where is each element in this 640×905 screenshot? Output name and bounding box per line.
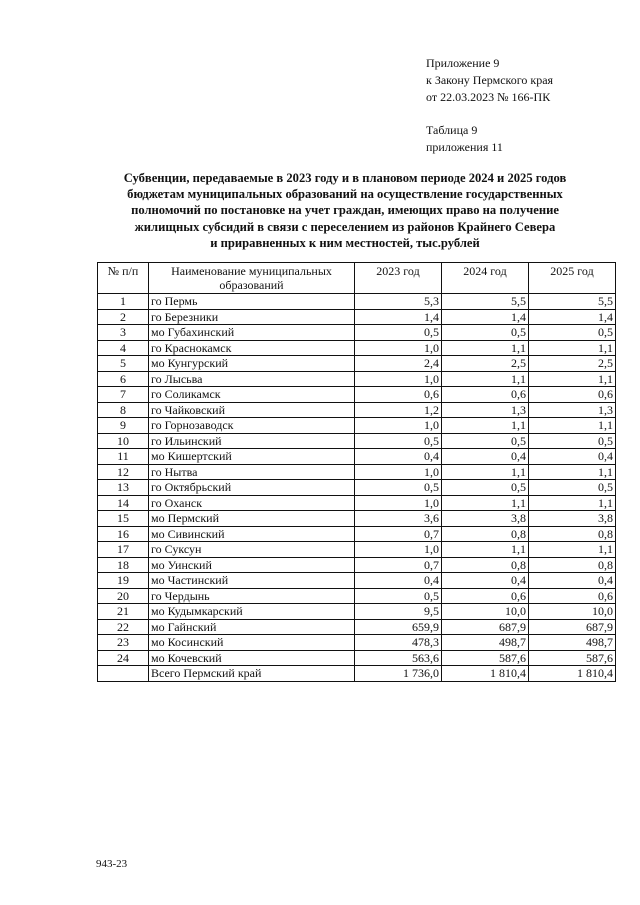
value-2025: 2,5 bbox=[529, 356, 616, 372]
municipality-name: го Оханск bbox=[149, 495, 355, 511]
municipality-name: Всего Пермский край bbox=[149, 666, 355, 682]
municipality-name: мо Сивинский bbox=[149, 526, 355, 542]
municipality-name: мо Кунгурский bbox=[149, 356, 355, 372]
row-number: 10 bbox=[98, 433, 149, 449]
table-row bbox=[98, 604, 616, 620]
value-2025: 1,1 bbox=[529, 464, 616, 480]
row-number: 21 bbox=[98, 604, 149, 620]
row-number: 2 bbox=[98, 309, 149, 325]
table-header-row bbox=[98, 263, 616, 294]
row-number: 14 bbox=[98, 495, 149, 511]
value-2025: 0,4 bbox=[529, 449, 616, 465]
value-2023: 0,5 bbox=[355, 433, 442, 449]
municipality-name: го Соликамск bbox=[149, 387, 355, 403]
value-2023: 1,4 bbox=[355, 309, 442, 325]
municipality-name: го Ильинский bbox=[149, 433, 355, 449]
value-2024: 1,1 bbox=[442, 418, 529, 434]
value-2023: 1 736,0 bbox=[355, 666, 442, 682]
municipality-name: го Октябрьский bbox=[149, 480, 355, 496]
table-row bbox=[98, 650, 616, 666]
value-2025: 1,1 bbox=[529, 340, 616, 356]
value-2023: 3,6 bbox=[355, 511, 442, 527]
header-municipality: Наименование муниципальных образований bbox=[149, 263, 355, 294]
value-2025: 0,5 bbox=[529, 480, 616, 496]
value-2024: 0,4 bbox=[442, 573, 529, 589]
value-2025: 687,9 bbox=[529, 619, 616, 635]
header-2023: 2023 год bbox=[355, 263, 442, 294]
row-number: 24 bbox=[98, 650, 149, 666]
municipality-name: мо Уинский bbox=[149, 557, 355, 573]
municipality-name: го Чердынь bbox=[149, 588, 355, 604]
value-2025: 10,0 bbox=[529, 604, 616, 620]
value-2024: 1,1 bbox=[442, 340, 529, 356]
value-2023: 478,3 bbox=[355, 635, 442, 651]
municipality-name: мо Гайнский bbox=[149, 619, 355, 635]
table-ref-line-1: Таблица 9 bbox=[426, 123, 478, 137]
table-row bbox=[98, 433, 616, 449]
row-number: 19 bbox=[98, 573, 149, 589]
row-number: 23 bbox=[98, 635, 149, 651]
row-number: 22 bbox=[98, 619, 149, 635]
table-row bbox=[98, 309, 616, 325]
value-2024: 0,6 bbox=[442, 588, 529, 604]
value-2025: 1,1 bbox=[529, 371, 616, 387]
appendix-line-1: Приложение 9 bbox=[426, 56, 500, 70]
value-2025: 1,1 bbox=[529, 542, 616, 558]
appendix-line-2: к Закону Пермского края bbox=[426, 73, 554, 87]
value-2023: 9,5 bbox=[355, 604, 442, 620]
value-2024: 0,6 bbox=[442, 387, 529, 403]
table-row bbox=[98, 371, 616, 387]
value-2023: 2,4 bbox=[355, 356, 442, 372]
municipality-name: го Краснокамск bbox=[149, 340, 355, 356]
table-row bbox=[98, 526, 616, 542]
row-number: 13 bbox=[98, 480, 149, 496]
value-2024: 5,5 bbox=[442, 294, 529, 310]
value-2023: 1,2 bbox=[355, 402, 442, 418]
value-2023: 5,3 bbox=[355, 294, 442, 310]
appendix-line-3: от 22.03.2023 № 166-ПК bbox=[426, 90, 551, 104]
value-2023: 659,9 bbox=[355, 619, 442, 635]
table-row bbox=[98, 557, 616, 573]
table-row bbox=[98, 573, 616, 589]
value-2025: 0,5 bbox=[529, 433, 616, 449]
value-2023: 1,0 bbox=[355, 418, 442, 434]
value-2024: 0,5 bbox=[442, 433, 529, 449]
municipality-name: го Нытва bbox=[149, 464, 355, 480]
municipality-name: мо Губахинский bbox=[149, 325, 355, 341]
row-number: 5 bbox=[98, 356, 149, 372]
value-2024: 0,8 bbox=[442, 557, 529, 573]
document-title bbox=[100, 170, 590, 251]
table-row bbox=[98, 340, 616, 356]
table-row bbox=[98, 325, 616, 341]
value-2024: 10,0 bbox=[442, 604, 529, 620]
value-2024: 0,5 bbox=[442, 480, 529, 496]
value-2024: 1,4 bbox=[442, 309, 529, 325]
row-number: 17 bbox=[98, 542, 149, 558]
value-2024: 0,8 bbox=[442, 526, 529, 542]
value-2025: 0,6 bbox=[529, 588, 616, 604]
value-2025: 1 810,4 bbox=[529, 666, 616, 682]
municipality-name: го Суксун bbox=[149, 542, 355, 558]
title-line-2: бюджетам муниципальных образований на осуществление государственных bbox=[127, 187, 563, 202]
municipality-name: мо Кишертский bbox=[149, 449, 355, 465]
table-row bbox=[98, 356, 616, 372]
table-row bbox=[98, 511, 616, 527]
value-2023: 563,6 bbox=[355, 650, 442, 666]
header-number: № п/п bbox=[98, 263, 149, 294]
row-number: 3 bbox=[98, 325, 149, 341]
value-2024: 587,6 bbox=[442, 650, 529, 666]
value-2023: 0,5 bbox=[355, 588, 442, 604]
row-number: 6 bbox=[98, 371, 149, 387]
value-2025: 498,7 bbox=[529, 635, 616, 651]
value-2025: 0,5 bbox=[529, 325, 616, 341]
value-2024: 0,5 bbox=[442, 325, 529, 341]
value-2025: 0,4 bbox=[529, 573, 616, 589]
table-row bbox=[98, 387, 616, 403]
value-2025: 1,3 bbox=[529, 402, 616, 418]
value-2024: 1 810,4 bbox=[442, 666, 529, 682]
value-2025: 587,6 bbox=[529, 650, 616, 666]
row-number: 16 bbox=[98, 526, 149, 542]
municipality-name: мо Кочевский bbox=[149, 650, 355, 666]
municipality-name: го Лысьва bbox=[149, 371, 355, 387]
header-2024: 2024 год bbox=[442, 263, 529, 294]
value-2025: 1,1 bbox=[529, 495, 616, 511]
table-row bbox=[98, 542, 616, 558]
row-number: 8 bbox=[98, 402, 149, 418]
value-2024: 1,1 bbox=[442, 371, 529, 387]
table-row bbox=[98, 464, 616, 480]
row-number: 12 bbox=[98, 464, 149, 480]
row-number: 7 bbox=[98, 387, 149, 403]
value-2023: 1,0 bbox=[355, 340, 442, 356]
municipality-name: го Горнозаводск bbox=[149, 418, 355, 434]
municipality-name: го Чайковский bbox=[149, 402, 355, 418]
value-2023: 1,0 bbox=[355, 464, 442, 480]
value-2023: 1,0 bbox=[355, 542, 442, 558]
table-ref-line-2: приложения 11 bbox=[426, 140, 503, 154]
value-2024: 0,4 bbox=[442, 449, 529, 465]
value-2023: 0,7 bbox=[355, 526, 442, 542]
value-2025: 3,8 bbox=[529, 511, 616, 527]
table-row bbox=[98, 480, 616, 496]
table-row bbox=[98, 449, 616, 465]
value-2023: 0,4 bbox=[355, 573, 442, 589]
row-number: 9 bbox=[98, 418, 149, 434]
title-line-1: Субвенции, передаваемые в 2023 году и в плановом периоде 2024 и 2025 годов bbox=[123, 171, 567, 185]
row-number: 11 bbox=[98, 449, 149, 465]
table-row bbox=[98, 619, 616, 635]
header-2025: 2025 год bbox=[529, 263, 616, 294]
row-number bbox=[98, 666, 149, 682]
appendix-header bbox=[426, 55, 553, 156]
value-2023: 0,4 bbox=[355, 449, 442, 465]
municipality-name: мо Кудымкарский bbox=[149, 604, 355, 620]
row-number: 20 bbox=[98, 588, 149, 604]
table-row bbox=[98, 418, 616, 434]
title-line-5: и приравненных к ним местностей, тыс.рублей bbox=[210, 235, 480, 250]
value-2024: 1,1 bbox=[442, 464, 529, 480]
value-2023: 0,6 bbox=[355, 387, 442, 403]
value-2024: 1,1 bbox=[442, 542, 529, 558]
value-2023: 0,7 bbox=[355, 557, 442, 573]
row-number: 1 bbox=[98, 294, 149, 310]
table-row bbox=[98, 402, 616, 418]
table-row bbox=[98, 588, 616, 604]
table-row bbox=[98, 495, 616, 511]
document-code: 943-23 bbox=[96, 858, 128, 870]
value-2025: 0,6 bbox=[529, 387, 616, 403]
title-line-3: полномочий по постановке на учет граждан, имеющих право на получение bbox=[131, 203, 559, 218]
value-2025: 0,8 bbox=[529, 526, 616, 542]
value-2024: 2,5 bbox=[442, 356, 529, 372]
municipality-name: мо Косинский bbox=[149, 635, 355, 651]
table-row bbox=[98, 294, 616, 310]
value-2024: 1,3 bbox=[442, 402, 529, 418]
row-number: 18 bbox=[98, 557, 149, 573]
value-2024: 687,9 bbox=[442, 619, 529, 635]
value-2025: 1,1 bbox=[529, 418, 616, 434]
value-2023: 0,5 bbox=[355, 325, 442, 341]
value-2024: 498,7 bbox=[442, 635, 529, 651]
municipality-name: го Пермь bbox=[149, 294, 355, 310]
municipality-name: мо Пермский bbox=[149, 511, 355, 527]
value-2025: 1,4 bbox=[529, 309, 616, 325]
table-body bbox=[98, 294, 616, 682]
total-row bbox=[98, 666, 616, 682]
municipality-name: го Березники bbox=[149, 309, 355, 325]
value-2024: 1,1 bbox=[442, 495, 529, 511]
municipality-name: мо Частинский bbox=[149, 573, 355, 589]
value-2023: 1,0 bbox=[355, 371, 442, 387]
value-2023: 1,0 bbox=[355, 495, 442, 511]
value-2023: 0,5 bbox=[355, 480, 442, 496]
value-2025: 0,8 bbox=[529, 557, 616, 573]
value-2025: 5,5 bbox=[529, 294, 616, 310]
subventions-table bbox=[97, 262, 616, 682]
table-row bbox=[98, 635, 616, 651]
value-2024: 3,8 bbox=[442, 511, 529, 527]
row-number: 4 bbox=[98, 340, 149, 356]
row-number: 15 bbox=[98, 511, 149, 527]
title-line-4: жилищных субсидий в связи с переселением из районов Крайнего Севера bbox=[134, 219, 556, 234]
